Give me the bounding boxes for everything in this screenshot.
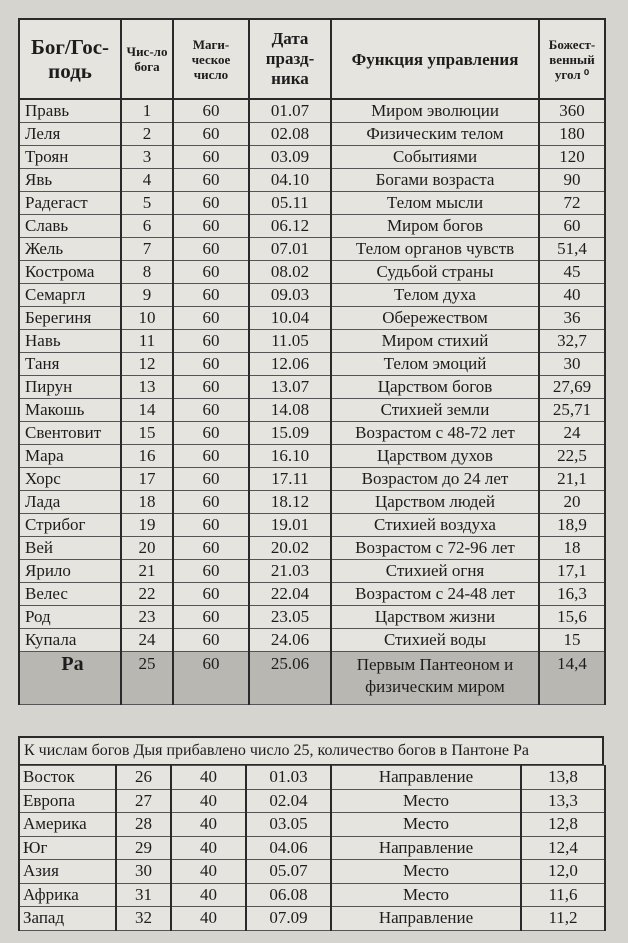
directions-table: [18, 765, 606, 931]
cell-magic: 60: [173, 537, 249, 560]
cell-magic: 40: [171, 883, 246, 907]
cell-name: Радегаст: [19, 192, 121, 215]
cell-date: 18.12: [249, 491, 331, 514]
cell-magic: 60: [173, 146, 249, 169]
cell-magic: 60: [173, 215, 249, 238]
cell-date: 04.10: [249, 169, 331, 192]
cell-angle: 360: [539, 99, 605, 123]
cell-date: 20.02: [249, 537, 331, 560]
cell-magic: 60: [173, 261, 249, 284]
cell-function: Направление: [331, 766, 521, 790]
cell-name: Азия: [19, 860, 116, 884]
cell-number: 29: [116, 836, 171, 860]
gods-table: [18, 18, 606, 705]
cell-name: Стрибог: [19, 514, 121, 537]
cell-magic: 60: [173, 445, 249, 468]
table-row: [19, 307, 605, 330]
cell-function: Телом эмоций: [331, 353, 539, 376]
cell-number: 19: [121, 514, 173, 537]
table-body: [19, 99, 605, 705]
cell-number: 1: [121, 99, 173, 123]
header-function: Функция управления: [331, 19, 539, 99]
cell-function: Миром эволюции: [331, 99, 539, 123]
cell-magic: 60: [173, 284, 249, 307]
cell-date: 10.04: [249, 307, 331, 330]
cell-date: 02.04: [246, 789, 331, 813]
cell-angle: 15: [539, 629, 605, 652]
table-row: [19, 514, 605, 537]
cell-magic: 60: [173, 330, 249, 353]
table-row: [19, 261, 605, 284]
cell-name: Запад: [19, 907, 116, 931]
cell-function: Место: [331, 813, 521, 837]
cell-angle: 27,69: [539, 376, 605, 399]
cell-angle: 11,6: [521, 883, 605, 907]
cell-angle: 17,1: [539, 560, 605, 583]
cell-date: 13.07: [249, 376, 331, 399]
table-row: [19, 192, 605, 215]
cell-number: 31: [116, 883, 171, 907]
cell-date: 08.02: [249, 261, 331, 284]
table-row: [19, 883, 605, 907]
cell-name: Купала: [19, 629, 121, 652]
cell-date: 05.07: [246, 860, 331, 884]
cell-angle: 90: [539, 169, 605, 192]
cell-function: Стихией земли: [331, 399, 539, 422]
cell-date: 15.09: [249, 422, 331, 445]
cell-magic: 60: [173, 192, 249, 215]
table-row: [19, 238, 605, 261]
header-magic-number: Маги-ческое число: [173, 19, 249, 99]
cell-magic: 60: [173, 468, 249, 491]
table-row: [19, 468, 605, 491]
table-row: [19, 836, 605, 860]
cell-date: 22.04: [249, 583, 331, 606]
cell-number: 6: [121, 215, 173, 238]
cell-angle: 13,8: [521, 766, 605, 790]
cell-name: Кострома: [19, 261, 121, 284]
table-row: [19, 560, 605, 583]
cell-magic: 60: [173, 491, 249, 514]
cell-number: 9: [121, 284, 173, 307]
cell-angle: 16,3: [539, 583, 605, 606]
cell-function: Телом духа: [331, 284, 539, 307]
table-row: [19, 146, 605, 169]
cell-date: 21.03: [249, 560, 331, 583]
table-row: [19, 537, 605, 560]
cell-angle: 180: [539, 123, 605, 146]
cell-number: 27: [116, 789, 171, 813]
cell-date: 14.08: [249, 399, 331, 422]
cell-name: Правь: [19, 99, 121, 123]
cell-magic: 40: [171, 907, 246, 931]
cell-name: Леля: [19, 123, 121, 146]
cell-number: 16: [121, 445, 173, 468]
cell-magic: 60: [173, 307, 249, 330]
header-god-number: Чис-ло бога: [121, 19, 173, 99]
cell-name: Америка: [19, 813, 116, 837]
cell-number: 4: [121, 169, 173, 192]
cell-number: 8: [121, 261, 173, 284]
cell-function: Миром богов: [331, 215, 539, 238]
cell-name: Троян: [19, 146, 121, 169]
cell-number: 11: [121, 330, 173, 353]
table-row: [19, 606, 605, 629]
cell-magic: 40: [171, 789, 246, 813]
cell-name: Навь: [19, 330, 121, 353]
cell-magic: 60: [173, 353, 249, 376]
table-row: [19, 789, 605, 813]
table-row: [19, 284, 605, 307]
cell-number: 26: [116, 766, 171, 790]
cell-magic: 60: [173, 652, 249, 705]
cell-number: 12: [121, 353, 173, 376]
cell-date: 07.01: [249, 238, 331, 261]
table-row: [19, 445, 605, 468]
cell-angle: 32,7: [539, 330, 605, 353]
header-row: [19, 19, 605, 99]
cell-magic: 60: [173, 606, 249, 629]
cell-number: 23: [121, 606, 173, 629]
cell-date: 04.06: [246, 836, 331, 860]
cell-angle: 22,5: [539, 445, 605, 468]
cell-name: Восток: [19, 766, 116, 790]
cell-number: 13: [121, 376, 173, 399]
cell-function: Царством духов: [331, 445, 539, 468]
cell-date: 05.11: [249, 192, 331, 215]
cell-number: 24: [121, 629, 173, 652]
cell-magic: 60: [173, 422, 249, 445]
cell-angle: 12,8: [521, 813, 605, 837]
cell-magic: 60: [173, 629, 249, 652]
cell-function: Царством жизни: [331, 606, 539, 629]
table-body: [19, 766, 605, 931]
cell-number: 32: [116, 907, 171, 931]
cell-magic: 40: [171, 766, 246, 790]
cell-function: Стихией воздуха: [331, 514, 539, 537]
cell-date: 02.08: [249, 123, 331, 146]
table-row: [19, 169, 605, 192]
cell-magic: 60: [173, 376, 249, 399]
cell-name: Африка: [19, 883, 116, 907]
cell-angle: 30: [539, 353, 605, 376]
cell-name: Пирун: [19, 376, 121, 399]
cell-name: Вей: [19, 537, 121, 560]
cell-date: 01.03: [246, 766, 331, 790]
table-row: [19, 123, 605, 146]
table-row: [19, 860, 605, 884]
cell-function: Место: [331, 883, 521, 907]
cell-name: Семаргл: [19, 284, 121, 307]
cell-function: Возрастом с 24-48 лет: [331, 583, 539, 606]
cell-angle: 24: [539, 422, 605, 445]
table-row: [19, 353, 605, 376]
cell-angle: 120: [539, 146, 605, 169]
cell-angle: 12,4: [521, 836, 605, 860]
cell-angle: 51,4: [539, 238, 605, 261]
cell-name: Мара: [19, 445, 121, 468]
cell-name: Жель: [19, 238, 121, 261]
cell-magic: 60: [173, 238, 249, 261]
table-row: [19, 629, 605, 652]
cell-number: 21: [121, 560, 173, 583]
cell-name: Таня: [19, 353, 121, 376]
cell-number: 5: [121, 192, 173, 215]
table-row: [19, 813, 605, 837]
cell-function: Стихией воды: [331, 629, 539, 652]
note-text: К числам богов Дыя прибавлено число 25, количество богов в Пантоне Ра: [19, 737, 603, 765]
cell-function: Место: [331, 789, 521, 813]
table-row: [19, 583, 605, 606]
cell-date: 23.05: [249, 606, 331, 629]
cell-date: 25.06: [249, 652, 331, 705]
cell-angle: 45: [539, 261, 605, 284]
table-row: [19, 99, 605, 123]
cell-angle: 21,1: [539, 468, 605, 491]
cell-magic: 60: [173, 123, 249, 146]
cell-function: Возрастом с 48-72 лет: [331, 422, 539, 445]
cell-name: Ярило: [19, 560, 121, 583]
cell-date: 07.09: [246, 907, 331, 931]
table-row: [19, 376, 605, 399]
cell-function: Место: [331, 860, 521, 884]
cell-date: 09.03: [249, 284, 331, 307]
cell-date: 16.10: [249, 445, 331, 468]
cell-date: 03.05: [246, 813, 331, 837]
cell-function: Телом органов чувств: [331, 238, 539, 261]
cell-function: Миром стихий: [331, 330, 539, 353]
cell-number: 15: [121, 422, 173, 445]
cell-number: 17: [121, 468, 173, 491]
cell-date: 06.12: [249, 215, 331, 238]
cell-name: Свентовит: [19, 422, 121, 445]
table-row: [19, 907, 605, 931]
cell-number: 2: [121, 123, 173, 146]
cell-magic: 60: [173, 399, 249, 422]
cell-magic: 60: [173, 169, 249, 192]
table-row: [19, 652, 605, 705]
cell-angle: 25,71: [539, 399, 605, 422]
table-row: [19, 491, 605, 514]
cell-date: 17.11: [249, 468, 331, 491]
cell-function: Первым Пантеоном и физическим миром: [331, 652, 539, 705]
cell-name: Явь: [19, 169, 121, 192]
cell-name: Берегиня: [19, 307, 121, 330]
cell-function: Царством людей: [331, 491, 539, 514]
note-table: [18, 736, 604, 766]
cell-angle: 72: [539, 192, 605, 215]
cell-function: Возрастом с 72-96 лет: [331, 537, 539, 560]
cell-number: 18: [121, 491, 173, 514]
table-row: [19, 330, 605, 353]
cell-name: Род: [19, 606, 121, 629]
cell-date: 19.01: [249, 514, 331, 537]
cell-function: Обережеством: [331, 307, 539, 330]
cell-angle: 13,3: [521, 789, 605, 813]
cell-angle: 11,2: [521, 907, 605, 931]
cell-angle: 14,4: [539, 652, 605, 705]
cell-name: Юг: [19, 836, 116, 860]
cell-number: 14: [121, 399, 173, 422]
cell-name: Хорс: [19, 468, 121, 491]
cell-magic: 40: [171, 836, 246, 860]
cell-date: 24.06: [249, 629, 331, 652]
cell-number: 28: [116, 813, 171, 837]
cell-number: 7: [121, 238, 173, 261]
cell-number: 22: [121, 583, 173, 606]
cell-magic: 60: [173, 560, 249, 583]
cell-name: Велес: [19, 583, 121, 606]
cell-angle: 18,9: [539, 514, 605, 537]
cell-date: 06.08: [246, 883, 331, 907]
cell-number: 25: [121, 652, 173, 705]
cell-name: Ра: [19, 652, 121, 705]
cell-name: Славь: [19, 215, 121, 238]
cell-function: Направление: [331, 836, 521, 860]
cell-date: 03.09: [249, 146, 331, 169]
cell-function: Телом мысли: [331, 192, 539, 215]
cell-number: 3: [121, 146, 173, 169]
cell-magic: 40: [171, 860, 246, 884]
cell-function: Стихией огня: [331, 560, 539, 583]
header-god: Бог/Гос-подь: [19, 19, 121, 99]
cell-name: Лада: [19, 491, 121, 514]
cell-function: Направление: [331, 907, 521, 931]
cell-function: Царством богов: [331, 376, 539, 399]
cell-number: 20: [121, 537, 173, 560]
cell-angle: 12,0: [521, 860, 605, 884]
cell-number: 10: [121, 307, 173, 330]
cell-date: 11.05: [249, 330, 331, 353]
cell-magic: 60: [173, 99, 249, 123]
cell-date: 12.06: [249, 353, 331, 376]
cell-magic: 60: [173, 514, 249, 537]
cell-function: Событиями: [331, 146, 539, 169]
cell-name: Европа: [19, 789, 116, 813]
cell-angle: 20: [539, 491, 605, 514]
cell-angle: 40: [539, 284, 605, 307]
cell-function: Судьбой страны: [331, 261, 539, 284]
cell-function: Физическим телом: [331, 123, 539, 146]
header-holiday-date: Дата празд-ника: [249, 19, 331, 99]
table-row: [19, 766, 605, 790]
cell-angle: 60: [539, 215, 605, 238]
cell-function: Богами возраста: [331, 169, 539, 192]
cell-number: 30: [116, 860, 171, 884]
table-row: [19, 399, 605, 422]
cell-function: Возрастом до 24 лет: [331, 468, 539, 491]
table-row: [19, 422, 605, 445]
cell-angle: 36: [539, 307, 605, 330]
cell-name: Макошь: [19, 399, 121, 422]
cell-magic: 40: [171, 813, 246, 837]
cell-angle: 18: [539, 537, 605, 560]
cell-magic: 60: [173, 583, 249, 606]
table-row: [19, 215, 605, 238]
cell-date: 01.07: [249, 99, 331, 123]
header-divine-angle: Божест-венный угол ⁰: [539, 19, 605, 99]
cell-angle: 15,6: [539, 606, 605, 629]
